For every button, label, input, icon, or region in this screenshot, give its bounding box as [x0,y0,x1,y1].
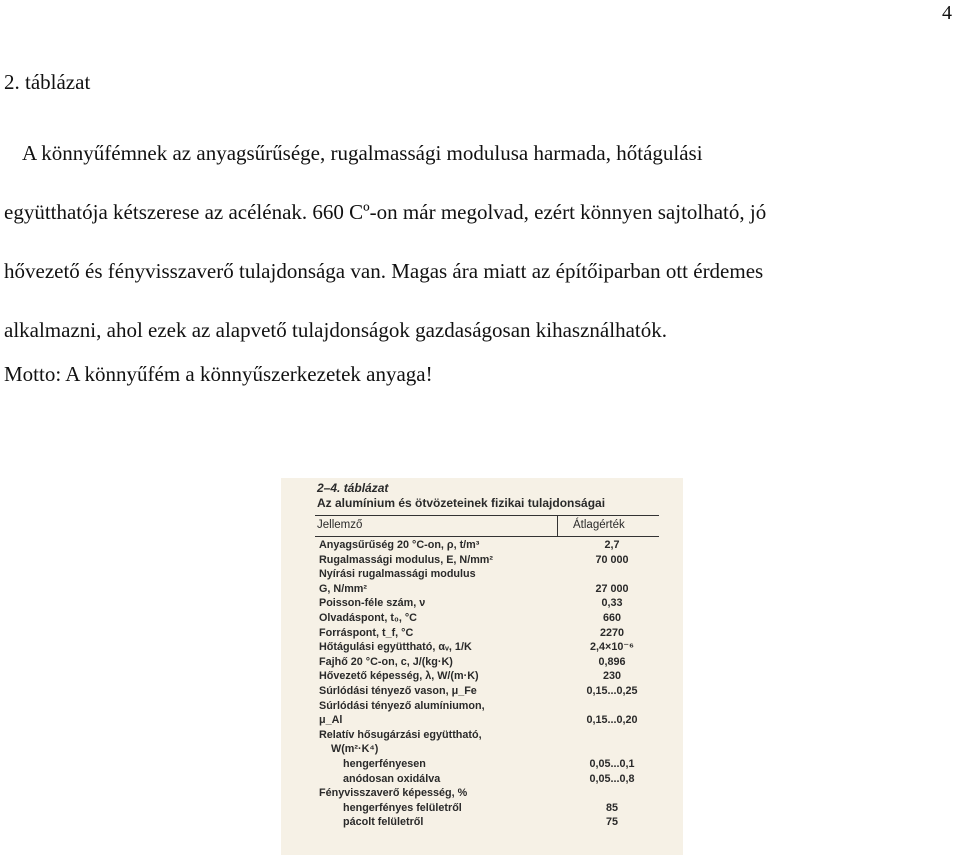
row-value: 0,15...0,25 [586,684,638,697]
header-divider [557,516,558,536]
row-label: Anyagsűrűség 20 °C-on, ρ, t/m³ [319,539,480,551]
row-value: 0,05...0,8 [589,772,635,785]
paragraph-line: hővezető és fényvisszaverő tulajdonsága van. Magas ára miatt az építőiparban ott érdemes [4,259,764,283]
row-label: pácolt felületről [343,816,424,829]
header-left: Jellemző [317,519,363,531]
motto: Motto: A könnyűfém a könnyűszerkezetek anyaga! [4,362,433,386]
row-label: Poisson-féle szám, ν [319,597,426,610]
table-row [281,786,683,801]
header-bottom-rule [315,536,659,537]
paragraph-line-text: A könnyűfémnek az anyagsűrűsége, rugalmassági modulusa harmada, hőtágulási [22,141,703,165]
row-label: hengerfényesen [343,757,426,770]
row-label: Hővezető képesség, λ, W/(m·K) [319,670,479,683]
table-row [281,699,683,714]
row-label: Súrlódási tényező vason, μ_Fe [319,684,477,697]
table-row [281,611,683,626]
scanned-table-image [281,478,683,855]
scanned-table-title: Az alumínium és ötvözeteinek fizikai tulajdonságai [317,496,606,510]
row-label: G, N/mm² [319,582,367,595]
page-number: 4 [942,2,952,24]
table-row [281,567,683,582]
row-label: anódosan oxidálva [343,772,441,785]
header-right: Átlagérték [573,519,625,531]
paragraph-line [4,124,944,183]
row-label: Relatív hősugárzási együttható, [319,728,482,741]
row-value: 85 [605,801,618,814]
paragraph-line: alkalmazni, ahol ezek az alapvető tulajdonságok gazdaságosan kihasználhatók. [4,318,667,342]
table-row [281,626,683,641]
table-rows [281,538,683,830]
table-row [281,553,683,568]
row-value: 2,4×10⁻⁶ [590,641,634,654]
row-label: μ_Al [319,714,343,727]
row-label: Súrlódási tényező alumíniumon, [319,699,485,712]
table-row [281,538,683,553]
table-row [281,582,683,597]
row-label: Forráspont, t_f, °C [319,626,414,639]
table-row [281,728,683,743]
row-label: Rugalmassági modulus, E, N/mm² [319,553,493,566]
row-value: 0,05...0,1 [589,757,635,770]
table-row [281,757,683,772]
table-row [281,815,683,830]
row-label: Hőtágulási együttható, αᵥ, 1/K [319,641,472,654]
row-value: 2270 [599,626,625,639]
row-value: 0,33 [601,597,623,610]
table-row [281,713,683,728]
table-top-rule [315,515,659,516]
row-value: 230 [602,670,621,683]
table-row [281,742,683,757]
table-row [281,801,683,816]
row-value: 0,896 [598,655,626,668]
row-label: Fajhő 20 °C-on, c, J/(kg·K) [319,655,453,668]
table-row [281,684,683,699]
row-label: Nyírási rugalmassági modulus [319,568,476,581]
row-value: 75 [605,816,618,829]
table-row [281,596,683,611]
row-value: 27 000 [595,582,629,595]
table-row [281,655,683,670]
table-row [281,772,683,787]
table-caption: 2. táblázat [4,70,91,94]
paragraph-line: együtthatója kétszerese az acélénak. 660 Cº-on már megolvad, ezért könnyen sajtolható, jó [4,200,767,224]
row-label: hengerfényes felületről [343,801,462,814]
row-value: 2,7 [604,539,620,551]
row-value: 70 000 [595,553,629,566]
table-row [281,669,683,684]
row-label: W(m²·K⁴) [331,743,379,756]
row-label: Olvadáspont, t₀, °C [319,611,417,624]
row-value: 660 [602,611,621,624]
scanned-table-number: 2–4. táblázat [317,481,389,495]
table-row [281,640,683,655]
row-value: 0,15...0,20 [586,714,638,727]
row-label: Fényvisszaverő képesség, % [319,787,468,800]
body-paragraph [4,124,944,360]
